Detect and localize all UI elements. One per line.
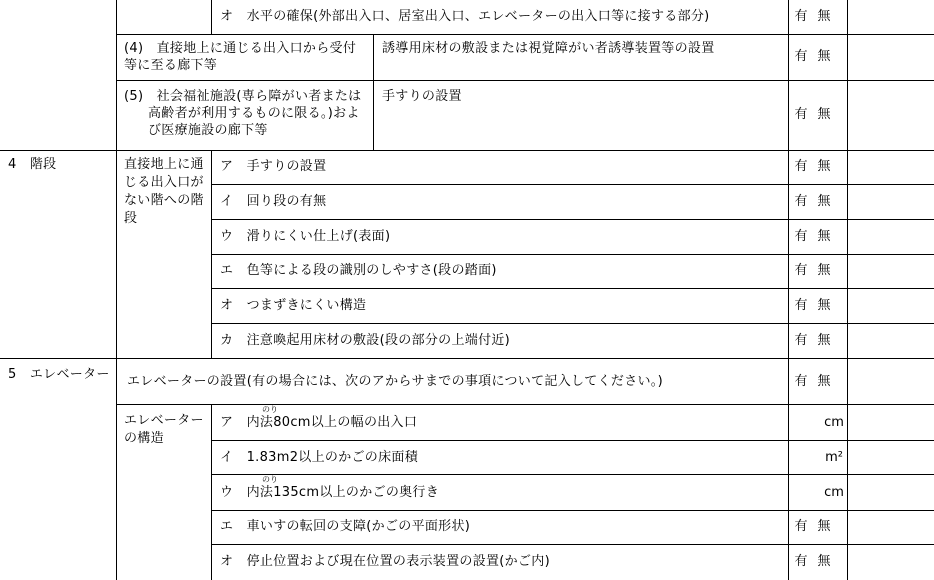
- column-divider: [211, 150, 212, 358]
- row-divider: [211, 288, 934, 289]
- row-divider: [211, 440, 934, 441]
- unit-label: cm: [824, 415, 844, 430]
- row-divider: [0, 358, 934, 359]
- row-horizontal-clearance: オ 水平の確保(外部出入口、居室出入口、エレベーターの出入口等に接する部分): [220, 9, 710, 24]
- yes-no-option[interactable]: 有無: [794, 374, 841, 389]
- column-divider: [211, 404, 212, 580]
- row-divider: [0, 150, 934, 151]
- sub4-item: 誘導用床材の敷設または視覚障がい者誘導装置等の設置: [382, 41, 715, 56]
- row-divider: [211, 323, 934, 324]
- yes-no-option[interactable]: 有無: [794, 49, 841, 64]
- stairs-item: ア 手すりの設置: [220, 159, 327, 174]
- yes-no-option[interactable]: 有無: [794, 9, 841, 24]
- row-divider: [211, 474, 934, 475]
- row-divider: [116, 404, 934, 405]
- column-divider: [788, 0, 789, 580]
- ruby-reading: のり: [262, 405, 278, 414]
- row-divider: [116, 34, 934, 35]
- yes-no-option[interactable]: 有無: [794, 229, 841, 244]
- section-4-title: 4 階段: [8, 157, 57, 172]
- unit-label: m²: [825, 450, 843, 465]
- stairs-item: イ 回り段の有無: [220, 194, 327, 209]
- ruby-reading: のり: [262, 475, 278, 484]
- stairs-item: ウ 滑りにくい仕上げ(表面): [220, 229, 391, 244]
- stairs-item: エ 色等による段の識別のしやすさ(段の踏面): [220, 263, 497, 278]
- sub5-label: (5) 社会福祉施設(専ら障がい者または高齢者が利用するものに限る。)および医療施設の廊下等: [124, 89, 362, 138]
- column-divider: [211, 0, 212, 34]
- unit-label: cm: [824, 485, 844, 500]
- yes-no-option[interactable]: 有無: [794, 194, 841, 209]
- row-divider: [116, 80, 934, 81]
- elevator-item: ウ 内法135cm以上のかごの奥行き: [220, 485, 440, 500]
- section-5-title: 5 エレベーター: [8, 367, 110, 382]
- elevator-item: エ 車いすの転回の支障(かごの平面形状): [220, 519, 471, 534]
- sub5-item: 手すりの設置: [382, 89, 462, 104]
- row-divider: [211, 219, 934, 220]
- elevator-installation: エレベーターの設置(有の場合には、次のアからサまでの事項について記入してください。): [127, 374, 663, 389]
- row-divider: [211, 184, 934, 185]
- yes-no-option[interactable]: 有無: [794, 107, 841, 122]
- yes-no-option[interactable]: 有無: [794, 519, 841, 534]
- stairs-item: オ つまずきにくい構造: [220, 298, 367, 313]
- yes-no-option[interactable]: 有無: [794, 333, 841, 348]
- row-divider: [211, 544, 934, 545]
- elevator-item: オ 停止位置および現在位置の表示装置の設置(かご内): [220, 554, 550, 569]
- elevator-item: ア 内法80cm以上の幅の出入口: [220, 415, 418, 430]
- section-4-sub-label: 直接地上に通じる出入口がない階への階段: [124, 157, 204, 226]
- row-divider: [211, 510, 934, 511]
- column-divider: [116, 0, 117, 580]
- column-divider: [373, 34, 374, 150]
- yes-no-option[interactable]: 有無: [794, 263, 841, 278]
- yes-no-option[interactable]: 有無: [794, 554, 841, 569]
- column-divider: [847, 0, 848, 580]
- yes-no-option[interactable]: 有無: [794, 298, 841, 313]
- elevator-item: イ 1.83m2以上のかごの床面積: [220, 450, 418, 465]
- row-divider: [211, 254, 934, 255]
- sub4-label: (4) 直接地上に通じる出入口から受付等に至る廊下等: [124, 41, 357, 73]
- stairs-item: カ 注意喚起用床材の敷設(段の部分の上端付近): [220, 333, 511, 348]
- yes-no-option[interactable]: 有無: [794, 159, 841, 174]
- section-5-sub-label: エレベーターの構造: [124, 413, 204, 446]
